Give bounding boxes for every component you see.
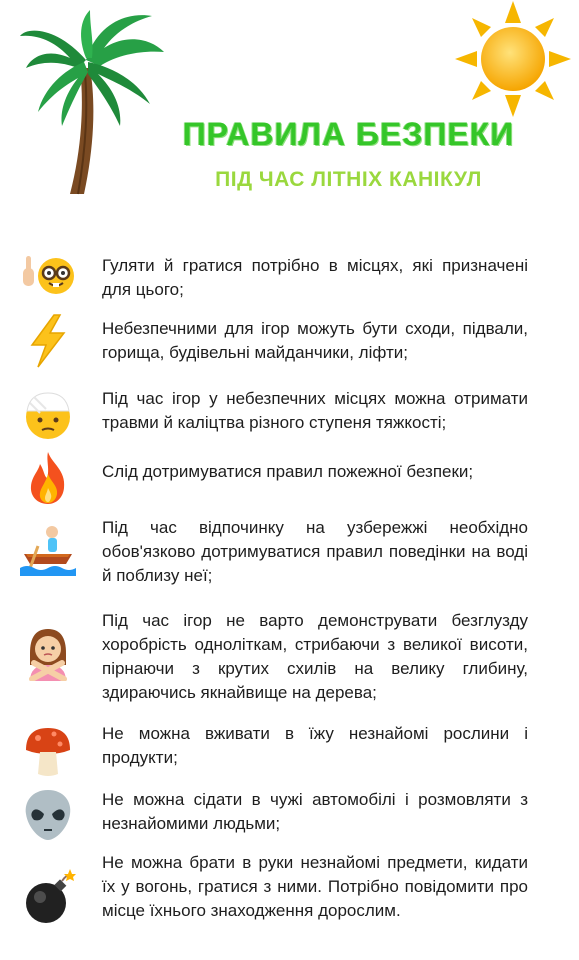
rowboat-icon — [20, 520, 76, 576]
page-title: ПРАВИЛА БЕЗПЕКИ — [182, 116, 515, 152]
fire-icon — [20, 450, 76, 506]
rule-text: Не можна сідати в чужі автомобілі і розмовляти з незнайомими людьми; — [102, 790, 528, 833]
bandaged-head-face-icon — [20, 387, 76, 443]
rule-text: Під час відпочинку на узбережжі необхідно обов'язково дотримуватися правил поведінки на воді й поблизу неї; — [102, 518, 528, 585]
page-subtitle: ПІД ЧАС ЛІТНІХ КАНІКУЛ — [215, 168, 482, 191]
rule-text: Гуляти й гратися потрібно в місцях, які призначені для цього; — [102, 256, 528, 299]
lightning-icon — [20, 313, 76, 369]
finger-nerd-face-icon — [20, 250, 76, 306]
rule-text: Слід дотримуватися правил пожежної безпеки; — [102, 462, 474, 481]
rule-text: Не можна брати в руки незнайомі предмети, кидати їх у вогонь, гратися з ними. Потрібно повідомити про місце їхнього знаходження дорослим. — [102, 853, 528, 920]
rule-text: Під час ігор у небезпечних місцях можна отримати травми й каліцтва різного ступеня тяжкості; — [102, 389, 528, 432]
bomb-icon — [20, 869, 76, 925]
girl-crossed-arms-icon — [20, 625, 76, 681]
rule-text: Під час ігор не варто демонструвати безглузду хоробрість одноліткам, стрибаючи з великої висоти, пірнаючи з крутих схилів на велику глибину, здираючись якнайвище на дерева; — [102, 611, 528, 702]
rule-text: Небезпечними для ігор можуть бути сходи, підвали, горища, будівельні майданчики, ліфти; — [102, 319, 528, 362]
rule-text: Не можна вживати в їжу незнайомі рослини і продукти; — [102, 724, 528, 767]
alien-icon — [20, 786, 76, 842]
sun-icon — [452, 0, 574, 118]
mushroom-icon — [20, 722, 76, 778]
